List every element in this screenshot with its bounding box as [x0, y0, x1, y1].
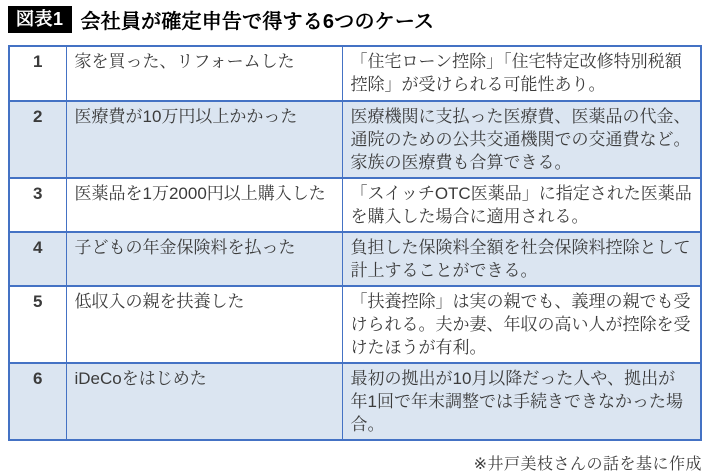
table-row	[9, 178, 701, 232]
row-number: 6	[9, 363, 66, 440]
figure-title: 会社員が確定申告で得する6つのケース	[80, 10, 435, 33]
source-caption: ※井戸美枝さんの話を基に作成	[473, 456, 702, 473]
table-row	[9, 232, 701, 286]
case-cell: 医療費が10万円以上かかった	[66, 101, 342, 178]
figure-header	[8, 6, 702, 32]
case-cell: iDeCoをはじめた	[66, 363, 342, 440]
figure-label-badge: 図表1	[8, 6, 72, 33]
row-number: 5	[9, 286, 66, 363]
detail-cell: 「住宅ローン控除」「住宅特定改修特別税額控除」が受けられる可能性あり。	[342, 46, 701, 101]
case-cell: 子どもの年金保険料を払った	[66, 232, 342, 286]
table-row	[9, 363, 701, 440]
cases-table	[8, 45, 702, 441]
detail-cell: 医療機関に支払った医療費、医薬品の代金、通院のための公共交通機関での交通費など。家族の医療費も合算できる。	[342, 101, 701, 178]
case-cell: 家を買った、リフォームした	[66, 46, 342, 101]
cases-table-body	[9, 46, 701, 440]
table-row	[9, 286, 701, 363]
detail-cell: 負担した保険料全額を社会保険料控除として計上することができる。	[342, 232, 701, 286]
row-number: 1	[9, 46, 66, 101]
row-number: 3	[9, 178, 66, 232]
detail-cell: 最初の拠出が10月以降だった人や、拠出が年1回で年末調整では手続きできなかった場合。	[342, 363, 701, 440]
detail-cell: 「スイッチOTC医薬品」に指定された医薬品を購入した場合に適用される。	[342, 178, 701, 232]
table-row	[9, 46, 701, 101]
case-cell: 医薬品を1万2000円以上購入した	[66, 178, 342, 232]
table-row	[9, 101, 701, 178]
detail-cell: 「扶養控除」は実の親でも、義理の親でも受けられる。夫か妻、年収の高い人が控除を受けたほうが有利。	[342, 286, 701, 363]
case-cell: 低収入の親を扶養した	[66, 286, 342, 363]
row-number: 2	[9, 101, 66, 178]
row-number: 4	[9, 232, 66, 286]
